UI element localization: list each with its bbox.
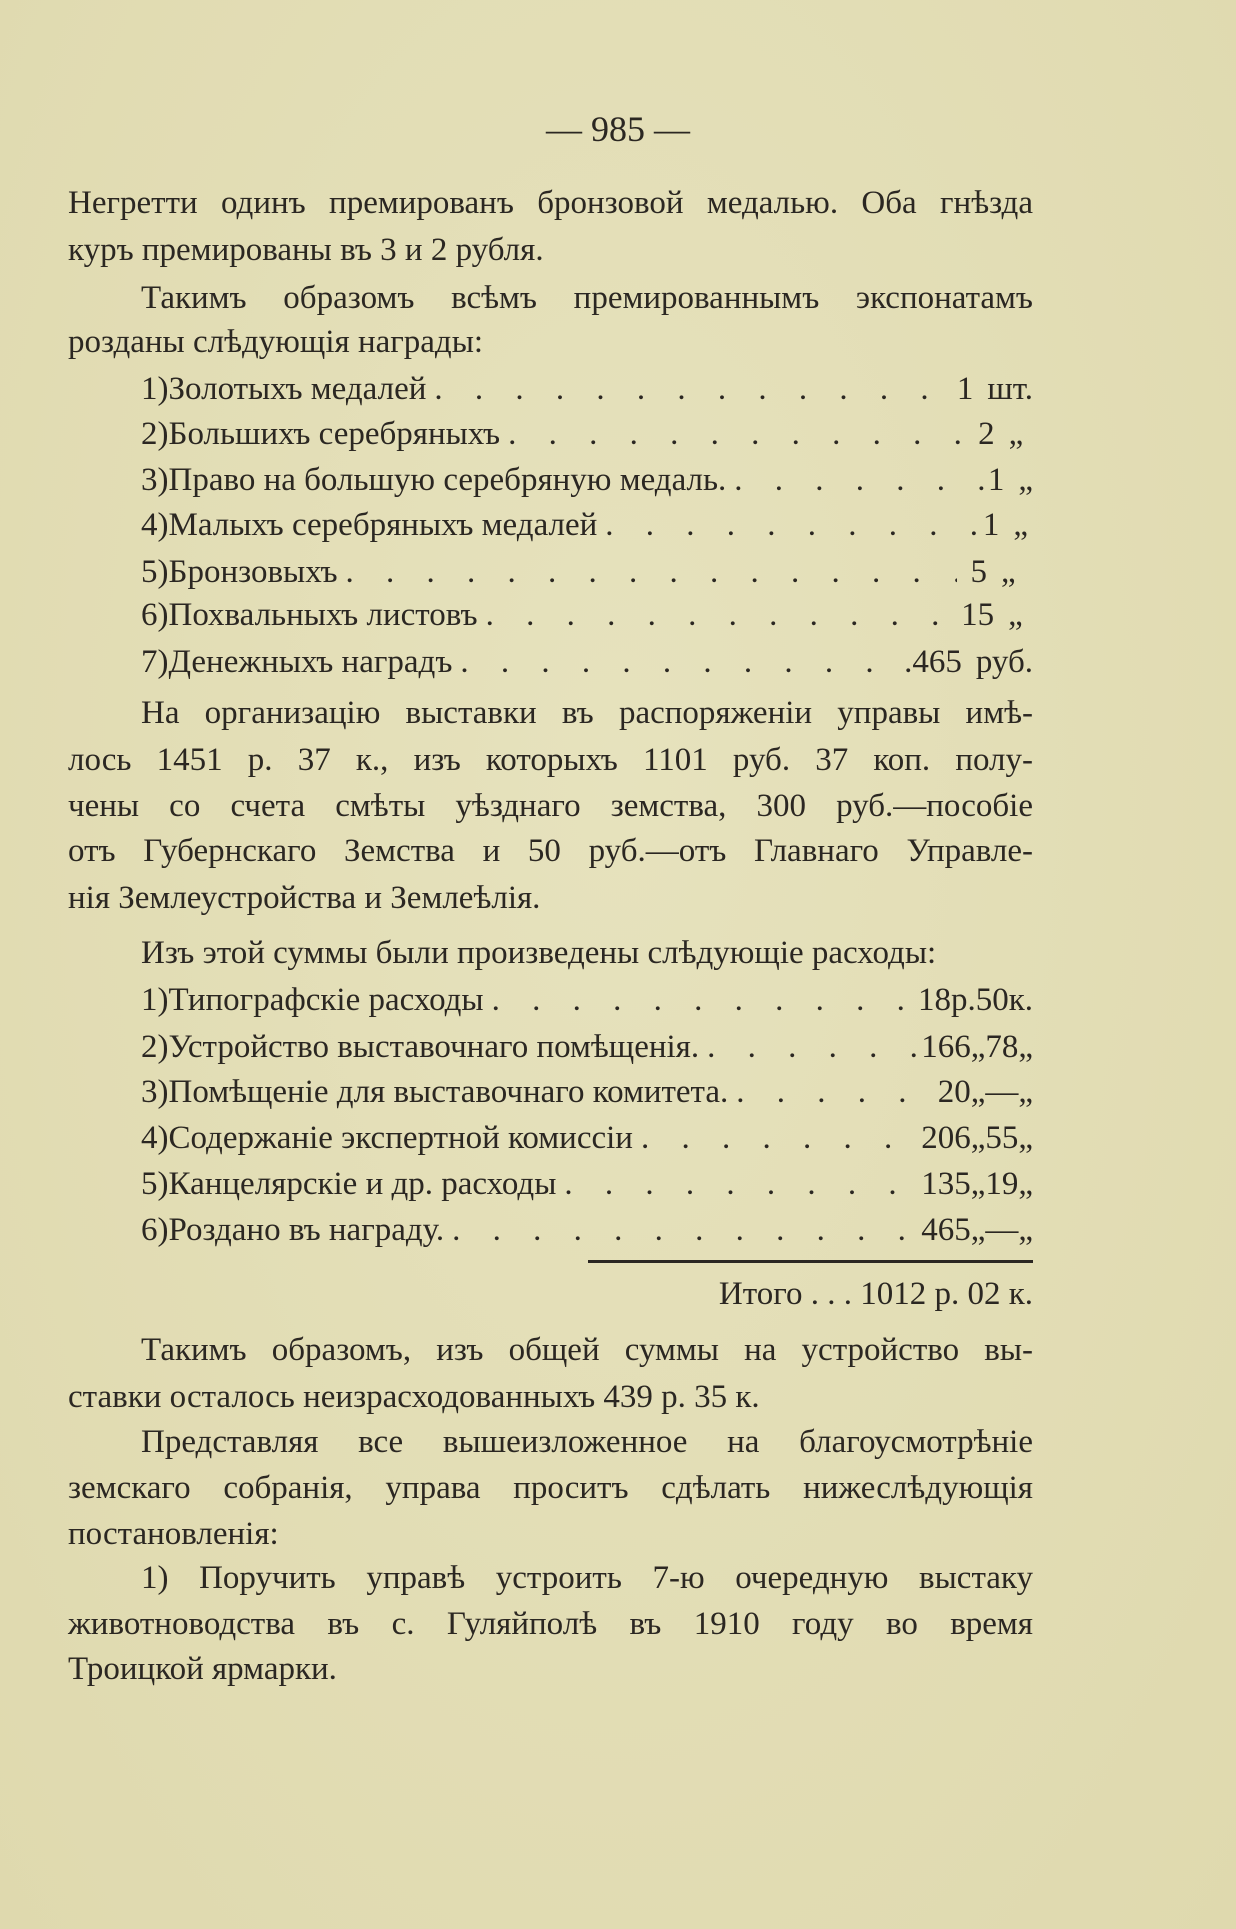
page-number: — 985 — [546, 109, 690, 149]
expense-label: Содержаніе экспертной комиссіи [168, 1120, 633, 1156]
award-row [141, 639, 1033, 685]
text-line: животноводства въ с. Гуляйполѣ въ 1910 году во время [68, 1606, 1033, 1642]
text-line: чены со счета смѣты уѣзднаго земства, 300 руб.—пособіе [68, 788, 1033, 824]
expense-suffix: „ [1018, 1166, 1033, 1202]
expense-rubles: 206 [921, 1120, 971, 1156]
award-unit: „ [1013, 507, 1028, 543]
award-row [141, 366, 1033, 412]
text-line: розданы слѣдующія награды: [68, 324, 484, 360]
dot-leader [726, 457, 988, 503]
award-label: Право на большую серебряную медаль. [168, 462, 727, 498]
award-label: Малыхъ серебряныхъ медалей [168, 507, 598, 543]
expense-row [141, 1115, 1033, 1161]
text-line: земскаго собранія, управа проситъ сдѣлать нижеслѣдующія [68, 1470, 1033, 1506]
expense-row [141, 1207, 1033, 1253]
dot-leader [597, 502, 981, 548]
award-count: 15 [961, 597, 995, 633]
expense-kopecks: — [985, 1074, 1019, 1110]
expense-rubles: 166 [921, 1029, 971, 1065]
award-number: 7) [141, 644, 169, 680]
expense-suffix: „ [1018, 1120, 1033, 1156]
award-number: 4) [141, 507, 169, 543]
expense-row [141, 1069, 1033, 1115]
expense-separator: „ [970, 1120, 986, 1156]
award-number: 1) [141, 371, 169, 407]
text-line: отъ Губернскаго Земства и 50 руб.—отъ Главнаго Управле- [68, 833, 1033, 869]
expense-rubles: 135 [921, 1166, 971, 1202]
award-label: Золотыхъ медалей [168, 371, 427, 407]
expense-row [141, 1024, 1033, 1070]
award-number: 6) [141, 597, 169, 633]
dot-leader [452, 639, 904, 685]
award-count: 2 [978, 416, 995, 452]
dot-leader [728, 1069, 937, 1115]
expense-kopecks: 78 [985, 1029, 1019, 1065]
award-unit: шт. [987, 371, 1033, 407]
expense-suffix: к. [1008, 982, 1033, 1018]
award-count: .465 [904, 644, 962, 680]
dot-leader [478, 592, 961, 638]
expense-label: Типографскіе расходы [168, 982, 484, 1018]
award-row [141, 411, 1033, 457]
expense-suffix: „ [1018, 1029, 1033, 1065]
expense-label: Роздано въ награду. [168, 1212, 445, 1248]
expense-kopecks: 50 [975, 982, 1009, 1018]
award-label: Бронзовыхъ [168, 554, 338, 590]
expense-suffix: „ [1018, 1074, 1033, 1110]
expense-kopecks: 19 [985, 1166, 1019, 1202]
award-row [141, 549, 1033, 595]
expense-suffix: „ [1018, 1212, 1033, 1248]
expense-kopecks: 55 [985, 1120, 1019, 1156]
dot-leader [338, 549, 958, 595]
award-unit: руб. [975, 644, 1033, 680]
expense-number: 1) [141, 982, 169, 1018]
award-label: Большихъ серебряныхъ [168, 416, 501, 452]
dot-leader [426, 366, 948, 412]
expense-number: 5) [141, 1166, 169, 1202]
expense-label: Устройство выставочнаго помѣщенія. [168, 1029, 700, 1065]
dot-leader [556, 1161, 921, 1207]
award-count: 1 [956, 371, 974, 407]
award-count: 1 [987, 462, 1005, 498]
award-unit: „ [1000, 554, 1016, 590]
award-number: 5) [141, 554, 169, 590]
award-label: Денежныхъ наградъ [168, 644, 453, 680]
expense-number: 6) [141, 1212, 169, 1248]
award-row [141, 592, 1033, 638]
award-unit: „ [1018, 462, 1033, 498]
text-line: На организацію выставки въ распоряженіи управы имѣ- [141, 695, 1033, 731]
expense-number: 4) [141, 1120, 169, 1156]
award-unit: „ [1008, 416, 1024, 452]
text-line: лось 1451 р. 37 к., изъ которыхъ 1101 руб. 37 коп. полу- [68, 742, 1033, 778]
total-rule [588, 1260, 1033, 1263]
text-line: нія Землеустройства и Землеѣлія. [68, 880, 541, 916]
dot-leader [484, 977, 918, 1023]
text-line: Троицкой ярмарки. [68, 1651, 337, 1687]
text-line: 1) Поручить управѣ устроить 7-ю очередную выстаку [141, 1560, 1033, 1596]
expense-rubles: 465 [921, 1212, 971, 1248]
expense-number: 2) [141, 1029, 169, 1065]
text-line: Негретти одинъ премированъ бронзовой медалью. Оба гнѣзда [68, 185, 1033, 221]
expenses-header: Изъ этой суммы были произведены слѣдующіе расходы: [141, 935, 937, 971]
expenses-total: Итого . . . 1012 р. 02 к. [718, 1276, 1033, 1312]
expense-separator: р. [950, 982, 976, 1018]
award-count: 5 [970, 554, 987, 590]
award-unit: „ [1008, 597, 1023, 633]
award-row [141, 502, 1033, 548]
text-line: ставки осталось неизрасходованныхъ 439 р. 35 к. [68, 1379, 760, 1415]
award-number: 2) [141, 416, 169, 452]
award-count: 1 [982, 507, 1000, 543]
text-line: куръ премированы въ 3 и 2 рубля. [68, 232, 544, 268]
expense-row [141, 977, 1033, 1023]
text-line: Такимъ образомъ, изъ общей суммы на устройство вы- [141, 1332, 1033, 1368]
expense-rubles: 20 [937, 1074, 971, 1110]
text-line: Такимъ образомъ всѣмъ премированнымъ экспонатамъ [141, 280, 1033, 316]
award-label: Похвальныхъ листовъ [168, 597, 478, 633]
dot-leader [633, 1115, 921, 1161]
expense-rubles: 18 [917, 982, 951, 1018]
award-row [141, 457, 1033, 503]
expense-separator: „ [970, 1166, 986, 1202]
expense-separator: „ [970, 1212, 986, 1248]
text-line: Представляя все вышеизложенное на благоусмотрѣніе [141, 1424, 1033, 1460]
expense-label: Помѣщеніе для выставочнаго комитета. [168, 1074, 729, 1110]
expense-label: Канцелярскіе и др. расходы [168, 1166, 557, 1202]
text-line: постановленія: [68, 1516, 279, 1552]
dot-leader [699, 1024, 921, 1070]
expense-separator: „ [970, 1074, 986, 1110]
expense-row [141, 1161, 1033, 1207]
expense-number: 3) [141, 1074, 169, 1110]
award-number: 3) [141, 462, 169, 498]
expense-kopecks: — [985, 1212, 1019, 1248]
dot-leader [444, 1207, 921, 1253]
expense-separator: „ [970, 1029, 986, 1065]
dot-leader [500, 411, 972, 457]
